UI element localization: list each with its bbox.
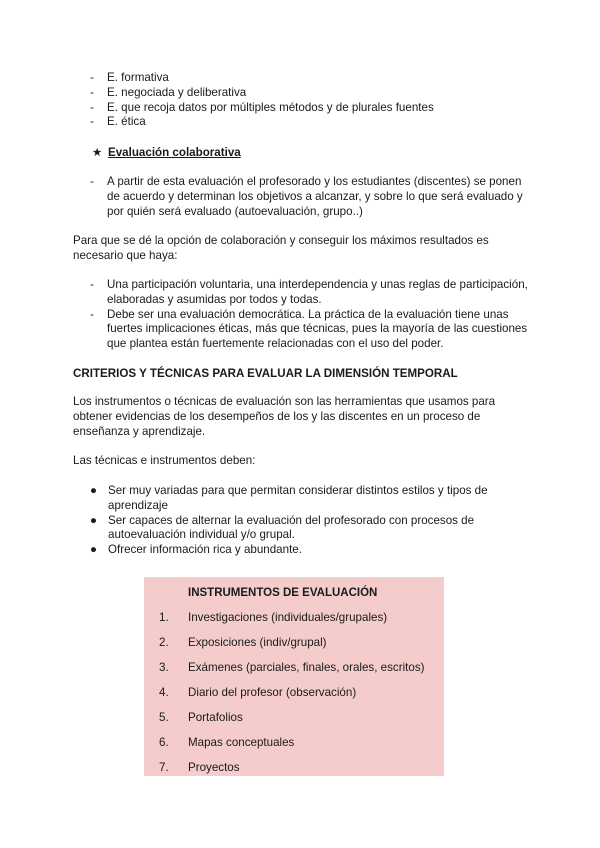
instrument-label: Proyectos [188,761,240,774]
collaborative-list [90,175,530,219]
list-item-text: Ser muy variadas para que permitan considerar distintos estilos y tipos de aprendizaje [108,484,488,512]
instrument-number: 5. [159,711,169,724]
list-item: - E. formativa [90,71,530,86]
evaluation-types-list [90,71,530,130]
list-item [90,514,510,544]
collaborative-title: Evaluación colaborativa [108,146,241,159]
list-item-text: Ofrecer información rica y abundante. [108,543,302,557]
instrument-label: Exposiciones (indiv/grupal) [188,636,327,649]
collaboration-paragraph: Para que se dé la opción de colaboración y conseguir los máximos resultados es necesario que haya: [73,234,489,262]
list-item: - E. ética [90,115,530,130]
instrument-item [144,661,444,677]
techniques-bullet-list [90,484,510,558]
instrument-item [144,736,444,752]
bullet-icon: ● [90,543,98,557]
instrument-number: 7. [159,761,169,774]
instrument-label: Portafolios [188,711,243,724]
instrument-label: Exámenes (parciales, finales, orales, escritos) [188,661,425,674]
list-item [90,484,510,514]
collaborative-heading [92,146,241,161]
instrument-number: 3. [159,661,169,674]
bullet-icon: ● [90,513,98,527]
list-item: - Una participación voluntaria, una interdependencia y unas reglas de participación, elaboradas y asumidas por todos y todas. [90,278,528,308]
instruments-title: INSTRUMENTOS DE EVALUACIÓN [188,587,378,599]
star-icon: ★ [92,146,103,159]
instrument-number: 6. [159,736,169,749]
instruments-box [144,577,444,776]
instrument-item [144,611,444,627]
instrument-item [144,636,444,652]
instrument-number: 1. [159,611,169,624]
bullet-icon: ● [90,484,98,497]
list-item: - E. negociada y deliberativa [90,86,530,101]
instrument-label: Diario del profesor (observación) [188,686,357,699]
instrument-label: Investigaciones (individuales/grupales) [188,611,388,624]
section-heading: CRITERIOS Y TÉCNICAS PARA EVALUAR LA DIMENSIÓN TEMPORAL [73,367,458,380]
instrument-item [144,686,444,702]
instrument-item [144,711,444,727]
list-item [90,543,510,558]
techniques-paragraph: Las técnicas e instrumentos deben: [73,454,256,467]
list-item-text: Ser capaces de alternar la evaluación del profesorado con procesos de autoevaluación individual y/o grupal. [108,513,475,542]
list-item: - E. que recoja datos por múltiples métodos y de plurales fuentes [90,101,530,116]
instrument-item [144,761,444,777]
list-item: - Debe ser una evaluación democrática. La práctica de la evaluación tiene unas fuertes implicaciones éticas, más que técnicas, pues la mayoría de las cuestiones que plantea están fuertemente relacionadas con el uso del poder. [90,308,528,352]
instruments-paragraph: Los instrumentos o técnicas de evaluación son las herramientas que usamos para obtener evidencias de los desempeños de los y las discentes en un proceso de enseñanza y aprendizaje. [73,395,496,438]
requirements-list [90,278,528,352]
instrument-label: Mapas conceptuales [188,736,295,749]
list-item: - A partir de esta evaluación el profesorado y los estudiantes (discentes) se ponen de acuerdo y determinan los objetivos a alcanzar, y sobre lo que será evaluado y por quién será evaluado (autoevaluación, grupo..) [90,175,530,219]
instrument-number: 2. [159,636,169,649]
instrument-number: 4. [159,686,169,699]
